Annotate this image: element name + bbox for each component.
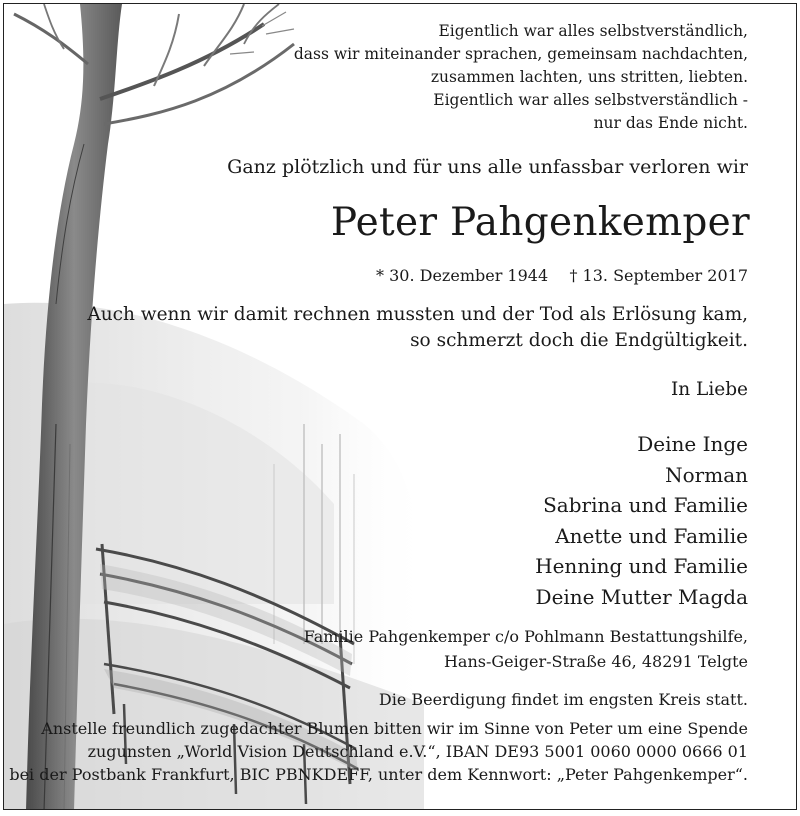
poem-line: Eigentlich war alles selbstverständlich, xyxy=(438,22,748,40)
funeral-note: Die Beerdigung findet im engsten Kreis statt. xyxy=(378,690,748,709)
address-line: Familie Pahgenkemper c/o Pohlmann Bestattungshilfe, xyxy=(303,627,748,646)
poem xyxy=(294,20,748,135)
quote xyxy=(87,302,748,354)
donation-request xyxy=(9,717,748,786)
poem-line: nur das Ende nicht. xyxy=(593,114,748,132)
death-date: † 13. September 2017 xyxy=(569,266,748,285)
address-line: Hans-Geiger-Straße 46, 48291 Telgte xyxy=(443,652,748,671)
donation-line: bei der Postbank Frankfurt, BIC PBNKDEFF, unter dem Kennwort: „Peter Pahgenkemper“. xyxy=(9,765,748,784)
poem-line: Eigentlich war alles selbstverständlich - xyxy=(433,91,748,109)
mourner: Sabrina und Familie xyxy=(543,493,748,517)
mourner: Norman xyxy=(665,462,748,487)
obituary-notice xyxy=(3,3,797,810)
donation-line: Anstelle freundlich zugedachter Blumen bitten wir im Sinne von Peter um eine Spende xyxy=(41,719,748,738)
birth-date: * 30. Dezember 1944 xyxy=(376,266,549,285)
mourner: Henning und Familie xyxy=(535,554,748,578)
deceased-name: Peter Pahgenkemper xyxy=(330,200,750,245)
intro-line: Ganz plötzlich und für uns alle unfassbar verloren wir xyxy=(227,156,748,178)
mourner: Anette und Familie xyxy=(555,523,748,548)
mourners-list xyxy=(535,429,748,612)
mourner: Deine Mutter Magda xyxy=(535,584,748,609)
quote-line: Auch wenn wir damit rechnen mussten und der Tod als Erlösung kam, xyxy=(87,304,748,325)
contact-address xyxy=(304,624,748,674)
poem-line: zusammen lachten, uns stritten, liebten. xyxy=(430,68,748,86)
donation-line: zugunsten „World Vision Deutschland e.V.“, IBAN DE93 5001 0060 0000 0666 01 xyxy=(87,742,748,761)
closing-phrase: In Liebe xyxy=(670,379,748,400)
poem-line: dass wir miteinander sprachen, gemeinsam nachdachten, xyxy=(293,45,748,63)
mourner: Deine Inge xyxy=(637,432,748,456)
quote-line: so schmerzt doch die Endgültigkeit. xyxy=(410,330,748,351)
